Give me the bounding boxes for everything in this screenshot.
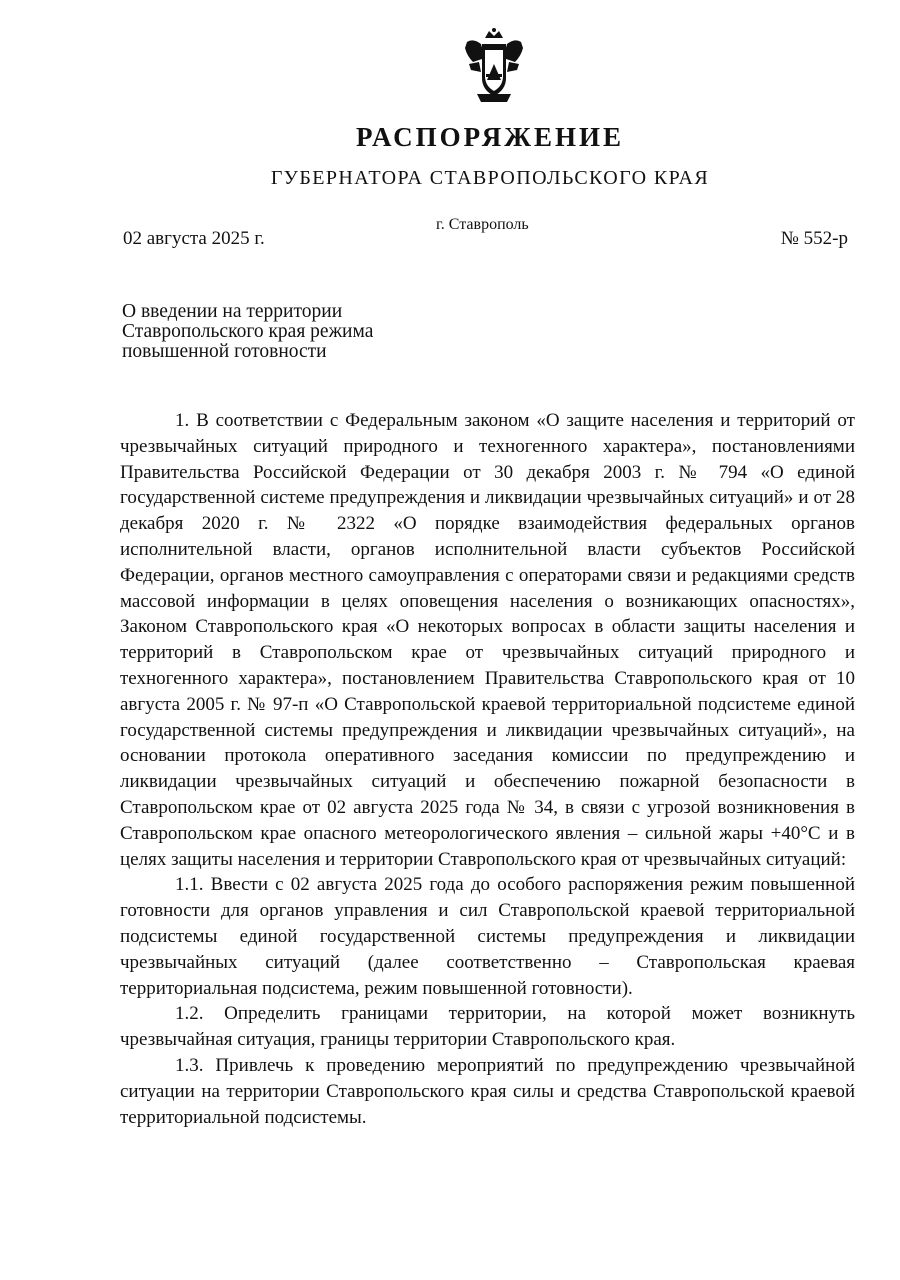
- document-title: РАСПОРЯЖЕНИЕ: [355, 122, 625, 152]
- issue-city: г. Ставрополь: [436, 216, 529, 233]
- coat-of-arms-emblem: [463, 28, 525, 104]
- document-subject: О введении на территории Ставропольского края режима повышенной готовности: [122, 301, 374, 362]
- paragraph-1: 1. В соответствии с Федеральным законом «О защите населения и территорий от чрезвычайных ситуаций природного и техногенного характера», постановлениями Правительства Российской Федерации от 30 декабря 2003 г. № 794 «О единой государственной системе предупреждения и ликвидации чрезвычайных ситуаций» и от 28 декабря 2020 г. № 2322 «О порядке взаимодействия федеральных органов исполнительной власти, органов исполнительной власти субъектов Российской Федерации, органов местного самоуправления с операторами связи и редакциями средств массовой информации в целях оповещения населения о возникающих опасностях», Законом Ставропольского края «О некоторых вопросах в области защиты населения и территорий в Ставропольском крае от чрезвычайных ситуаций природного и техногенного характера», постановлением Правительства Ставропольского края от 10 августа 2005 г. № 97-п «О Ставропольской краевой территориальной подсистеме единой государственной системы предупреждения и ликвидации чрезвычайных ситуаций», на основании протокола оперативного заседания комиссии по предупреждению и ликвидации чрезвычайных ситуаций и обеспечению пожарной безопасности в Ставропольском крае от 02 августа 2025 года № 34, в связи с угрозой возникновения в Ставропольском крае опасного метеорологического явления – сильной жары +40°С и в целях защиты населения и территории Ставропольского края от чрезвычайных ситуаций:: [120, 410, 855, 870]
- paragraph-1-2: 1.2. Определить границами территории, на которой может возникнуть чрезвычайная ситуация, границы территории Ставропольского края.: [120, 1003, 855, 1051]
- paragraph-1-3: 1.3. Привлечь к проведению мероприятий по предупреждению чрезвычайной ситуации на территории Ставропольского края силы и средства Ставропольской краевой территориальной подсистемы.: [120, 1054, 855, 1128]
- document-body: [120, 408, 855, 1130]
- paragraph-1-1: 1.1. Ввести с 02 августа 2025 года до особого распоряжения режим повышенной готовности для органов управления и сил Ставропольской краевой территориальной подсистемы единой государственной системы предупреждения и ликвидации чрезвычайных ситуаций (далее соответственно – Ставропольская краевая территориальная подсистема, режим повышенной готовности).: [120, 874, 855, 999]
- issue-date: 02 августа 2025 г.: [123, 228, 265, 249]
- document-number: № 552-р: [780, 228, 848, 249]
- document-issuer: ГУБЕРНАТОРА СТАВРОПОЛЬСКОГО КРАЯ: [270, 167, 710, 189]
